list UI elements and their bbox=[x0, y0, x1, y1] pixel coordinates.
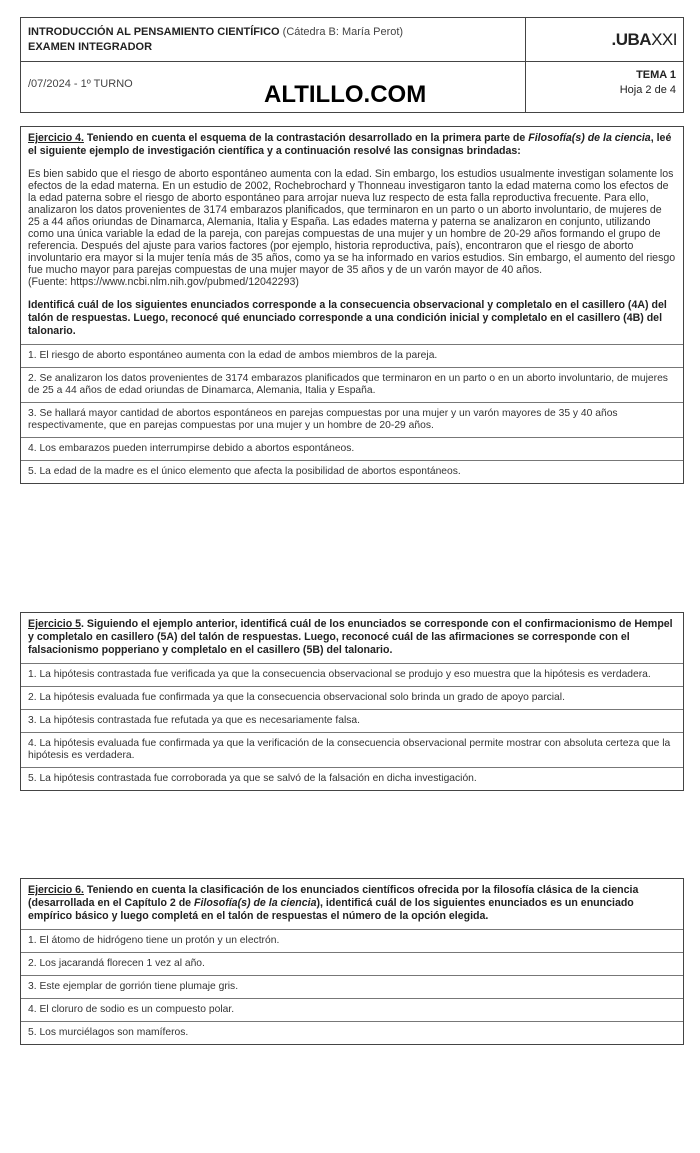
logo-uba-text: .UBA bbox=[611, 29, 652, 49]
exam-date: /07/2024 - 1º TURNO bbox=[28, 78, 133, 90]
logo-xxi-text: XXI bbox=[651, 29, 677, 49]
exercise-4-question bbox=[28, 299, 676, 338]
exercise-5-statement bbox=[21, 613, 683, 663]
exercise-5-option: 1. La hipótesis contrastada fue verificada ya que la consecuencia observacional se produjo y eso muestra que la hipótesis es verdadera. bbox=[21, 663, 683, 686]
header-divider-horizontal bbox=[21, 61, 683, 62]
exercise-5-option: 5. La hipótesis contrastada fue corroborada ya que se salvó de la falsación en dicha investigación. bbox=[21, 767, 683, 790]
exercise-4-option: 5. La edad de la madre es el único elemento que afecta la posibilidad de abortos espontáneos. bbox=[21, 460, 683, 483]
uba-xxi-logo bbox=[525, 18, 685, 61]
exercise-4-source: (Fuente: https://www.ncbi.nlm.nih.gov/pubmed/12042293) bbox=[28, 276, 299, 288]
exercise-6-label: Ejercicio 6. bbox=[28, 884, 84, 896]
exercise-6-option: 3. Este ejemplar de gorrión tiene plumaje gris. bbox=[21, 975, 683, 998]
exercise-6 bbox=[20, 878, 684, 1045]
exercise-4-option: 1. El riesgo de aborto espontáneo aumenta con la edad de ambos miembros de la pareja. bbox=[21, 344, 683, 367]
exercise-5-label: Ejercicio 5 bbox=[28, 618, 81, 630]
exercise-4-passage-text: Es bien sabido que el riesgo de aborto espontáneo aumenta con la edad. Sin embargo, los estudios usualmente investigan solamente los efectos de la edad materna. En un estudio de 2002, Rochebrochard y Thonneau investigaron tanto la edad materna como los efectos de la edad paterna sobre el riesgo de aborto espontáneo para arrojar nueva luz respecto de esta falla reproductiva frecuente. Para ello, analizaron los datos provenientes de 3174 embarazos planificados, que terminaron en un parto o un aborto involuntario, de mujeres de 25 a 44 años oriundas de Dinamarca, Alemania, Italia y España. Las edades materna y paterna se analizaron en conjunto, utilizando como una única variable la edad de la pareja, con parejas compuestas de una mujer y un hombre de 20-29 años formando el grupo de referencia. Después del ajuste para varios factores (por ejemplo, historia reproductiva, país), encontraron que el riesgo de aborto involuntario era mayor si la mujer tenía más de 35 años, como ya se ha informado en varios estudios. Sin embargo, el aumento del riesgo fue mucho mayor para parejas compuestas de una mujer mayor de 35 años y de un varón mayor de 40 años. bbox=[28, 168, 676, 276]
tema-label: TEMA 1 bbox=[636, 69, 676, 81]
sheet-label: Hoja 2 de 4 bbox=[619, 84, 676, 96]
exercise-5-option: 4. La hipótesis evaluada fue confirmada ya que la verificación de la consecuencia observacional permite mostrar con absoluta certeza que la hipótesis es verdadera. bbox=[21, 732, 683, 767]
exercise-6-intro-b: ), identificá cuál de los siguientes enunciados es un enunciado empírico básico y luego completá en el talón de respuestas el número de la opción elegida. bbox=[28, 897, 634, 922]
exercise-6-statement bbox=[21, 879, 683, 929]
exercise-4-intro-b: , leé el siguiente ejemplo de investigación científica y a continuación resolvé las consignas brindadas: bbox=[28, 132, 672, 157]
exercise-4 bbox=[20, 126, 684, 484]
course-name: INTRODUCCIÓN AL PENSAMIENTO CIENTÍFICO bbox=[28, 26, 280, 38]
exercise-6-option: 5. Los murciélagos son mamíferos. bbox=[21, 1021, 683, 1044]
exercise-5-option: 3. La hipótesis contrastada fue refutada ya que es necesariamente falsa. bbox=[21, 709, 683, 732]
exam-header bbox=[20, 17, 684, 113]
exercise-6-option: 1. El átomo de hidrógeno tiene un protón y un electrón. bbox=[21, 929, 683, 952]
tema-block bbox=[525, 68, 685, 98]
exam-name: EXAMEN INTEGRADOR bbox=[28, 41, 153, 53]
exercise-4-label: Ejercicio 4. bbox=[28, 132, 84, 144]
exercise-4-question-text: Identificá cuál de los siguientes enunciados corresponde a la consecuencia observacional y completalo en el casillero (4A) del talón de respuestas. Luego, reconocé qué enunciado corresponde a una condición inicial y completalo en el casillero (4B) del talonario. bbox=[28, 299, 667, 337]
exercise-4-option: 2. Se analizaron los datos provenientes de 3174 embarazos planificados que terminaron en un parto o en un aborto involuntario, de mujeres de 25 a 44 años de edad oriundas de Dinamarca, Alemania, Italia y España. bbox=[21, 367, 683, 402]
exercise-4-option: 3. Se hallará mayor cantidad de abortos espontáneos en parejas compuestas por una mujer y un varón mayores de 35 y 40 años respectivamente, que en parejas compuestas por una mujer y un hombre de 20-29 años. bbox=[21, 402, 683, 437]
exercise-6-option: 2. Los jacarandá florecen 1 vez al año. bbox=[21, 952, 683, 975]
exercise-5-option: 2. La hipótesis evaluada fue confirmada ya que la consecuencia observacional solo brinda un grado de apoyo parcial. bbox=[21, 686, 683, 709]
exercise-4-option: 4. Los embarazos pueden interrumpirse debido a abortos espontáneos. bbox=[21, 437, 683, 460]
exercise-4-intro-a: Teniendo en cuenta el esquema de la contrastación desarrollado en la primera parte de bbox=[83, 132, 529, 144]
altillo-brand: ALTILLO.COM bbox=[264, 81, 427, 108]
exercise-4-passage bbox=[28, 168, 676, 288]
exercise-6-option: 4. El cloruro de sodio es un compuesto polar. bbox=[21, 998, 683, 1021]
exercise-5 bbox=[20, 612, 684, 791]
course-title-block bbox=[28, 25, 403, 55]
exercise-5-intro: . Siguiendo el ejemplo anterior, identificá cuál de los enunciados se corresponde con el confirmacionismo de Hempel y completalo en casillero (5A) del talón de respuestas. Luego, reconocé cuál de las afirmaciones se corresponde con el falsacionismo popperiano y completalo en el casillero (5B) del talonario. bbox=[28, 618, 673, 656]
exercise-6-intro-a: Teniendo en cuenta la clasificación de los enunciados científicos ofrecida por la filosofía clásica de la ciencia (desarrollada en el Capítulo 2 de bbox=[28, 884, 639, 909]
course-chair: (Cátedra B: María Perot) bbox=[282, 26, 404, 38]
exercise-4-statement bbox=[21, 127, 683, 344]
exercise-4-book-title: Filosofía(s) de la ciencia bbox=[528, 132, 651, 144]
exercise-6-book-title: Filosofía(s) de la ciencia bbox=[194, 897, 317, 909]
